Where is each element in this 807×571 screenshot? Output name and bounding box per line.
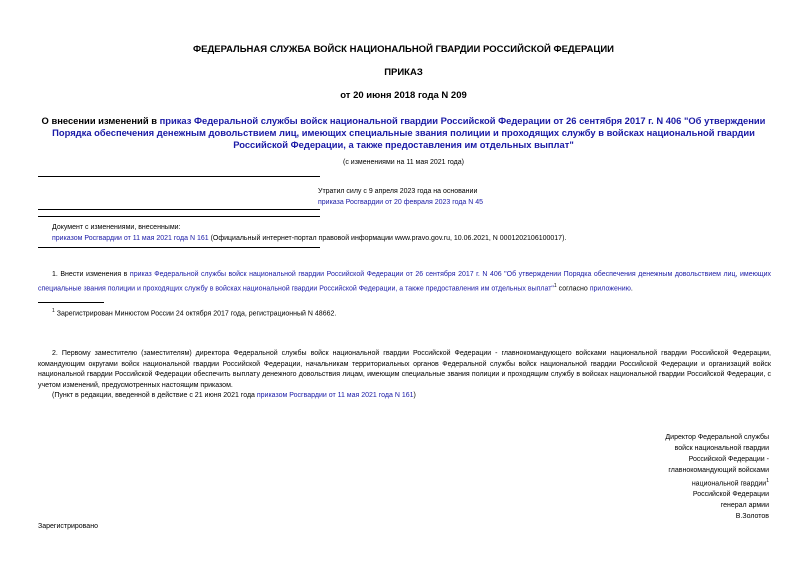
registered-label: Зарегистрировано [38, 523, 98, 530]
para2-note-prefix: (Пункт в редакции, введенной в действие с 21 июня 2021 года [52, 392, 257, 399]
changes-order-link[interactable]: приказом Росгвардии от 11 мая 2021 года N 161 [52, 235, 209, 242]
footnote-number: 1 [52, 308, 55, 314]
document-title [36, 115, 771, 151]
signature-line: главнокомандующий войсками [668, 467, 769, 474]
expired-order-link[interactable]: приказа Росгвардии от 20 февраля 2023 года N 45 [318, 199, 484, 206]
para2-note-suffix: ) [413, 392, 416, 399]
title-order-link[interactable]: приказ Федеральной службы войск национальной гвардии Российской Федерации от 26 сентября 2017 г. N 406 "Об утверждении Порядка обеспечения денежным довольствием лиц, имеющих специальные звания полиции и проходящих службу в войсках национальной гвардии Российской Федерации, а также предоставления им отдельных выплат" [52, 115, 766, 150]
footnote-mark: 1 [553, 282, 557, 289]
para2-edit-note [52, 390, 416, 401]
signer-name: В.Золотов [735, 513, 769, 521]
signature-line: Директор Федеральной службы [665, 434, 769, 441]
divider [38, 176, 320, 177]
document-date-number: от 20 июня 2018 года N 209 [340, 90, 467, 101]
para1-prefix: 1. Внести изменения в [52, 271, 130, 278]
para2-order-link[interactable]: приказом Росгвардии от 11 мая 2021 года N 161 [256, 392, 414, 399]
signature-line-text: национальной гвардии [691, 480, 767, 488]
signature-line: Российской Федерации - [688, 456, 769, 463]
para1-middle: согласно [556, 284, 590, 292]
footnote [52, 306, 336, 319]
divider [38, 216, 320, 217]
divider [38, 247, 320, 248]
signature-line: генерал армии [720, 502, 769, 510]
divider [38, 209, 320, 210]
changes-doc-suffix: (Официальный интернет-портал правовой информации www.pravo.gov.ru, 10.06.2021, N 0001202106100017). [208, 235, 567, 242]
signature-line: Российской Федерации [692, 491, 769, 499]
signature-line: войск национальной гвардии [674, 445, 769, 452]
expired-note: Утратил силу с 9 апреля 2023 года на основании [318, 188, 478, 195]
document-type: ПРИКАЗ [384, 67, 423, 78]
amendments-note: (с изменениями на 11 мая 2021 года) [343, 159, 464, 166]
signature-mark: 1 [766, 478, 769, 484]
signature-block [560, 432, 769, 522]
changes-doc-line [52, 233, 566, 244]
para1-order-link[interactable]: приказ Федеральной службы войск национальной гвардии Российской Федерации от 26 сентября 2017 г. N 406 "Об утверждении Порядка обеспечения денежным довольствием лиц, имеющих специальные звания полиции и проходящих службу в войсках национальной гвардии Российской Федерации, а также предоставления им отдельных выплат" [38, 271, 772, 292]
footnote-divider [38, 302, 104, 303]
paragraph-2: 2. Первому заместителю (заместителям) директора Федеральной службы войск национальной гвардии Российской Федерации - главнокомандующего войсками национальной гвардии Российской Федерации, командующим округами войск национальной гвардии Российской Федерации, начальникам территориальных органов Федеральной службы войск национальной гвардии Российской Федерации и организаций войск национальной гвардии Российской Федерации обеспечить выплату денежного довольствия лицам, имеющим специальные звания полиции и проходящим службу в войсках национальной гвардии Российской Федерации, с учетом изменений, предусмотренных настоящим приказом. [38, 350, 771, 389]
signature-line [560, 476, 769, 489]
para1-end: . [630, 284, 633, 292]
title-prefix: О внесении изменений в [41, 115, 160, 126]
agency-heading: ФЕДЕРАЛЬНАЯ СЛУЖБА ВОЙСК НАЦИОНАЛЬНОЙ ГВАРДИИ РОССИЙСКОЙ ФЕДЕРАЦИИ [193, 44, 614, 55]
appendix-link[interactable]: приложению [589, 284, 631, 292]
paragraph-1 [38, 270, 771, 294]
changes-doc-label: Документ с изменениями, внесенными: [52, 224, 181, 231]
footnote-text: Зарегистрирован Минюстом России 24 октября 2017 года, регистрационный N 48662. [54, 310, 337, 318]
